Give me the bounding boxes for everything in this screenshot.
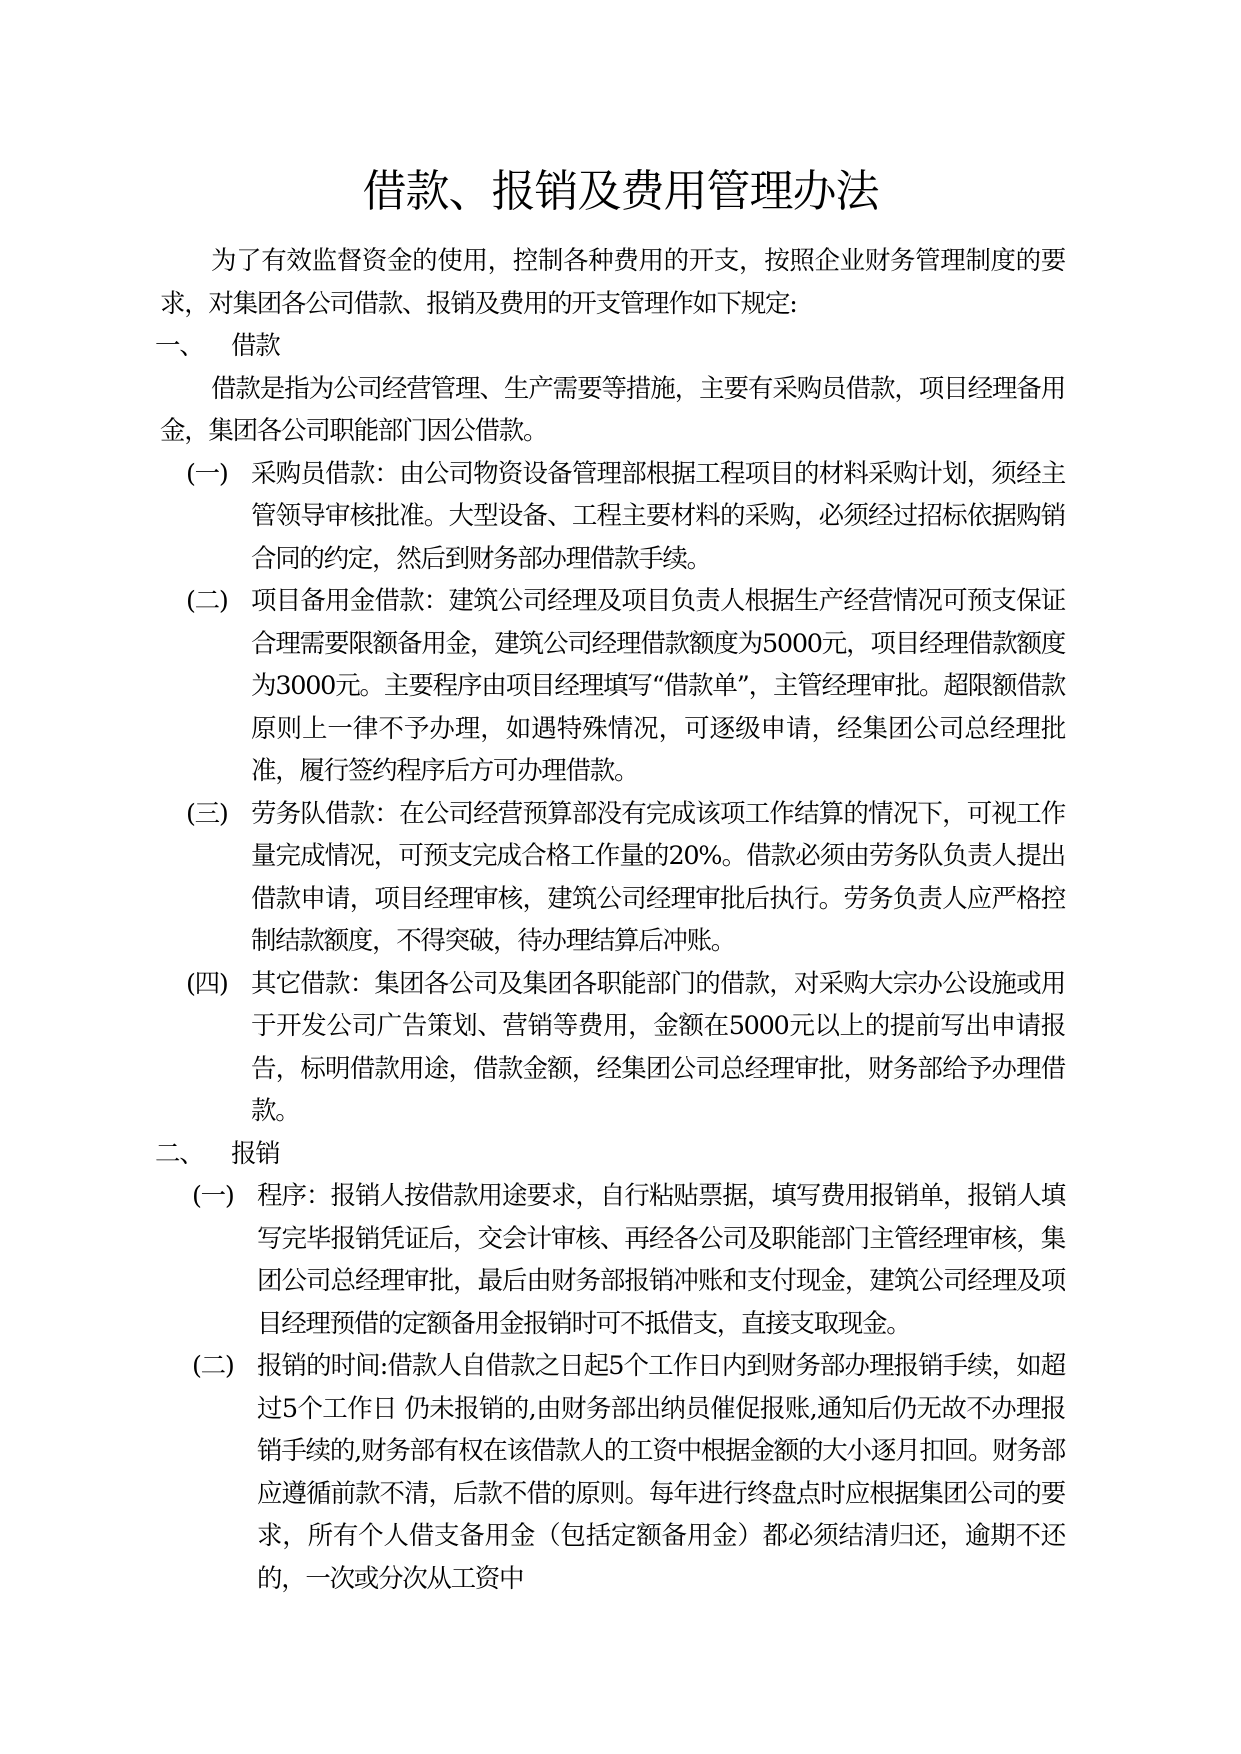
section-heading-reimbursement: [155, 1133, 1065, 1176]
list-item: [160, 453, 1065, 581]
item-number: (四): [186, 968, 228, 999]
section-title: 报销: [231, 1138, 280, 1169]
list-item: [160, 1345, 1065, 1600]
document-body: [155, 240, 1065, 1600]
item-number: (二): [192, 1351, 234, 1381]
list-item: [160, 580, 1065, 793]
item-number: (三): [186, 798, 228, 829]
list-item: [160, 963, 1065, 1133]
item-text: 其它借款：集团各公司及集团各职能部门的借款，对采购大宗办公设施或用于开发公司广告策划、营销等费用，金额在5000元以上的提前写出申请报告，标明借款用途，借款金额，经集团公司总经理审批，财务部给予办理借款。: [251, 968, 1065, 1126]
list-item: [160, 793, 1065, 963]
item-number: (二): [186, 586, 228, 616]
section-title: 借款: [231, 331, 280, 361]
section-number: 二、: [155, 1138, 204, 1169]
item-number: (一): [192, 1181, 234, 1211]
section-paragraph: 借款是指为公司经营管理、生产需要等措施，主要有采购员借款，项目经理备用金，集团各公司职能部门因公借款。: [160, 373, 1065, 446]
item-text: 报销的时间:借款人自借款之日起5个工作日内到财务部办理报销手续，如超过5个工作日 仍未报销的,由财务部出纳员催促报账,通知后仍无故不办理报销手续的,财务部有权在该借款人的工资中根据金额的大小逐月扣回。财务部应遵循前款不清，后款不借的原则。每年进行终盘点时应根据集团公司的要求，所有个人借支备用金（包括定额备用金）都必须结清归还，逾期不还的，一次或分次从工资中: [257, 1351, 1065, 1594]
list-item: [160, 1175, 1065, 1345]
item-number: (一): [186, 458, 228, 489]
item-text: 项目备用金借款：建筑公司经理及项目负责人根据生产经营情况可预支保证合理需要限额备用金，建筑公司经理借款额度为5000元，项目经理借款额度为3000元。主要程序由项目经理填写“借款单”，主管经理审批。超限额借款原则上一律不予办理，如遇特殊情况，可逐级申请，经集团公司总经理批准，履行签约程序后方可办理借款。: [251, 586, 1065, 786]
item-text: 采购员借款：由公司物资设备管理部根据工程项目的材料采购计划，须经主管领导审核批准。大型设备、工程主要材料的采购，必须经过招标依据购销合同的约定，然后到财务部办理借款手续。: [251, 458, 1065, 574]
item-text: 劳务队借款：在公司经营预算部没有完成该项工作结算的情况下，可视工作量完成情况，可预支完成合格工作量的20%。借款必须由劳务队负责人提出借款申请，项目经理审核，建筑公司经理审批后执行。劳务负责人应严格控制结款额度，不得突破，待办理结算后冲账。: [251, 798, 1065, 956]
document-title: 借款、报销及费用管理办法: [362, 166, 879, 217]
section-heading-loan: [155, 325, 1065, 368]
item-text: 程序：报销人按借款用途要求，自行粘贴票据，填写费用报销单，报销人填写完毕报销凭证后，交会计审核、再经各公司及职能部门主管经理审核，集团公司总经理审批，最后由财务部报销冲账和支付现金，建筑公司经理及项目经理预借的定额备用金报销时可不抵借支，直接支取现金。: [257, 1181, 1065, 1339]
intro-paragraph: 为了有效监督资金的使用，控制各种费用的开支，按照企业财务管理制度的要求，对集团各公司借款、报销及费用的开支管理作如下规定:: [160, 246, 1065, 319]
section-number: 一、: [155, 331, 204, 361]
